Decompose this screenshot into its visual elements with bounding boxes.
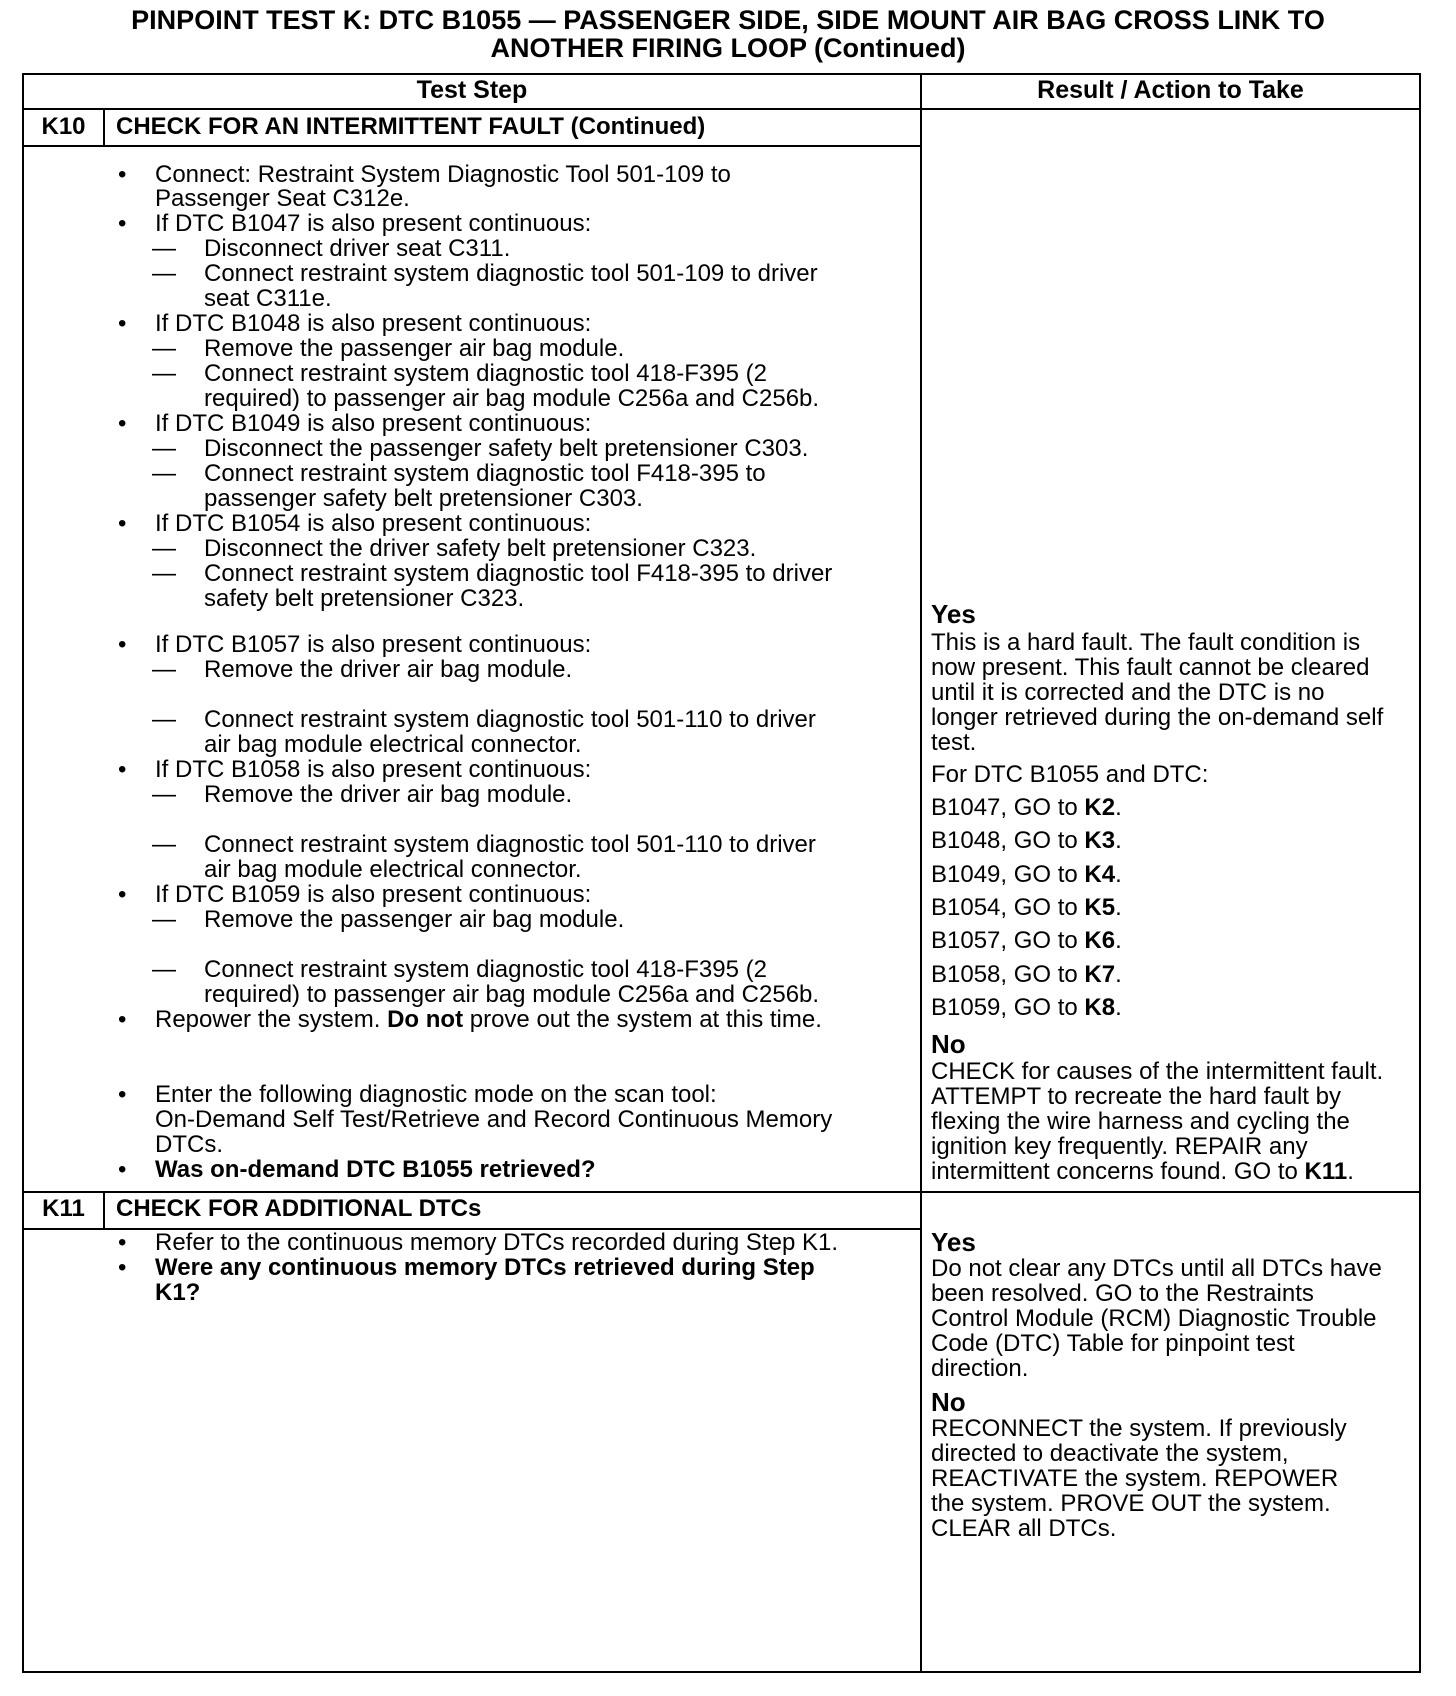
instruction-part: If DTC B1059 is also present continuous: — [155, 881, 592, 908]
bullet-glyph: • — [118, 1081, 127, 1108]
step-link: K3 — [1084, 827, 1116, 855]
dtc-code: B1048, GO to — [931, 827, 1085, 855]
bullet-glyph: • — [118, 161, 127, 188]
yes-action-text: This is a hard fault. The fault condition is — [931, 629, 1361, 656]
sub-instruction-text: Connect restraint system diagnostic tool 418-F395 (2 — [204, 360, 767, 387]
instruction-part: Connect: Restraint System Diagnostic Tool 501-109 to — [155, 161, 731, 188]
dash-glyph: — — [152, 335, 176, 362]
step-number-divider-k11 — [103, 1192, 105, 1228]
no-action-text: ATTEMPT to recreate the hard fault by — [931, 1083, 1341, 1110]
punct: . — [1115, 993, 1122, 1021]
punct: . — [1115, 860, 1122, 888]
bullet-glyph: • — [118, 1254, 127, 1281]
instruction-text: K1? — [155, 1279, 201, 1306]
instruction-text — [155, 757, 591, 782]
dash-glyph: — — [152, 706, 176, 733]
dash-glyph: — — [152, 906, 176, 933]
instruction-part: prove out the system at this time. — [463, 1006, 822, 1033]
instruction-part: If DTC B1057 is also present continuous: — [155, 631, 592, 658]
go-to-instruction — [931, 828, 1122, 853]
instruction-text — [155, 1082, 717, 1107]
dash-glyph: — — [152, 435, 176, 462]
yes-action-text: been resolved. GO to the Restraints — [931, 1280, 1314, 1307]
page-title — [0, 6, 1456, 62]
no-action-text: REACTIVATE the system. REPOWER — [931, 1465, 1339, 1492]
k11-step-number: K11 — [42, 1195, 85, 1222]
instruction-text — [155, 162, 731, 187]
instruction-part: Enter the following diagnostic mode on the scan tool: — [155, 1081, 717, 1108]
instruction-text — [155, 311, 591, 336]
sub-instruction-text: required) to passenger air bag module C256a and C256b. — [204, 981, 820, 1008]
yes-action-text: Control Module (RCM) Diagnostic Trouble — [931, 1305, 1377, 1332]
k10-step-number: K10 — [41, 113, 86, 140]
bullet-glyph: • — [118, 1006, 127, 1033]
instruction-text — [155, 1230, 838, 1255]
sub-instruction-text: Disconnect the passenger safety belt pretensioner C303. — [204, 435, 809, 462]
dtc-code: B1057, GO to — [931, 927, 1085, 955]
dash-glyph: — — [152, 535, 176, 562]
go-to-instruction — [931, 895, 1122, 920]
instruction-part: If DTC B1058 is also present continuous: — [155, 756, 592, 783]
no-action-text: directed to deactivate the system, — [931, 1440, 1289, 1467]
instruction-text — [155, 1007, 822, 1032]
instruction-part: Was on-demand DTC B1055 retrieved? — [155, 1156, 596, 1183]
sub-instruction-text: Disconnect driver seat C311. — [204, 235, 511, 262]
yes-action-text: until it is corrected and the DTC is no — [931, 679, 1325, 706]
sub-instruction-text: air bag module electrical connector. — [204, 731, 582, 758]
dash-glyph: — — [152, 956, 176, 983]
step-link: K5 — [1084, 893, 1116, 921]
no-action-text — [931, 1159, 1421, 1184]
yes-heading: Yes — [931, 599, 976, 629]
punct: . — [1115, 794, 1122, 821]
step-link: K4 — [1084, 860, 1116, 888]
dash-glyph: — — [152, 235, 176, 262]
bullet-glyph: • — [118, 756, 127, 783]
dash-glyph: — — [152, 260, 176, 287]
go-to-instruction — [931, 795, 1122, 820]
instruction-text: Passenger Seat C312e. — [155, 185, 410, 212]
sub-instruction-text: Connect restraint system diagnostic tool 501-110 to driver — [204, 706, 816, 733]
dtc-code: B1054, GO to — [931, 893, 1085, 921]
yes-action-text: Code (DTC) Table for pinpoint test — [931, 1330, 1295, 1357]
sub-instruction-text: air bag module electrical connector. — [204, 856, 582, 883]
column-divider — [920, 73, 922, 1673]
punct: . — [1115, 827, 1122, 855]
yes-action-text: longer retrieved during the on-demand self — [931, 704, 1384, 731]
sub-instruction-text: Connect restraint system diagnostic tool 501-109 to driver — [204, 260, 818, 287]
instruction-text: DTCs. — [155, 1131, 223, 1158]
dtc-intro: For DTC B1055 and DTC: — [931, 761, 1209, 788]
sub-instruction-text: Remove the driver air bag module. — [204, 781, 573, 808]
yes-action-text: direction. — [931, 1355, 1029, 1382]
yes-heading: Yes — [931, 1227, 976, 1257]
k10-title-rule — [22, 145, 922, 147]
instruction-part: If DTC B1054 is also present continuous: — [155, 510, 592, 537]
step-link: K6 — [1084, 927, 1116, 955]
no-heading: No — [931, 1387, 966, 1417]
bullet-glyph: • — [118, 1156, 127, 1183]
dash-glyph: — — [152, 560, 176, 587]
dtc-code: B1047, GO to — [931, 794, 1085, 821]
instruction-part: If DTC B1048 is also present continuous: — [155, 310, 592, 337]
bullet-glyph: • — [118, 510, 127, 537]
sub-instruction-text: Remove the passenger air bag module. — [204, 335, 625, 362]
instruction-part: Refer to the continuous memory DTCs recorded during Step K1. — [155, 1229, 838, 1256]
no-action-text: RECONNECT the system. If previously — [931, 1415, 1347, 1442]
instruction-text — [155, 1157, 596, 1182]
yes-action-text: Do not clear any DTCs until all DTCs have — [931, 1255, 1382, 1282]
bullet-glyph: • — [118, 310, 127, 337]
dash-glyph: — — [152, 831, 176, 858]
dash-glyph: — — [152, 656, 176, 683]
no-action-text: CLEAR all DTCs. — [931, 1515, 1117, 1542]
go-to-instruction — [931, 962, 1122, 987]
dash-glyph: — — [152, 781, 176, 808]
no-last-part: intermittent concerns found. GO to — [931, 1158, 1305, 1185]
title-line-1: PINPOINT TEST K: DTC B1055 — PASSENGER SIDE, SIDE MOUNT AIR BAG CROSS LINK TO — [131, 5, 1325, 35]
k10-step-title: CHECK FOR AN INTERMITTENT FAULT (Continued) — [116, 113, 706, 140]
bullet-glyph: • — [118, 210, 127, 237]
punct: . — [1347, 1158, 1354, 1185]
sub-instruction-text: seat C311e. — [204, 285, 332, 312]
punct: . — [1115, 960, 1122, 988]
header-result: Result / Action to Take — [1037, 76, 1304, 104]
no-action-text: flexing the wire harness and cycling the — [931, 1108, 1350, 1135]
bullet-glyph: • — [118, 631, 127, 658]
go-to-instruction — [931, 862, 1122, 887]
step-link: K2 — [1084, 794, 1116, 821]
punct: . — [1115, 893, 1122, 921]
dash-glyph: — — [152, 360, 176, 387]
instruction-text — [155, 211, 591, 236]
header-test-step: Test Step — [416, 76, 528, 104]
no-heading: No — [931, 1029, 966, 1059]
instruction-part: If DTC B1047 is also present continuous: — [155, 210, 592, 237]
instruction-part: Repower the system. — [155, 1006, 388, 1033]
instruction-text — [155, 511, 591, 536]
no-action-text: the system. PROVE OUT the system. — [931, 1490, 1331, 1517]
step-number-divider-k10 — [103, 110, 105, 146]
bullet-glyph: • — [118, 1229, 127, 1256]
sub-instruction-text: Connect restraint system diagnostic tool F418-395 to — [204, 460, 766, 487]
step-link: K7 — [1084, 960, 1116, 988]
instruction-text — [155, 411, 591, 436]
no-action-text: ignition key frequently. REPAIR any — [931, 1133, 1308, 1160]
yes-action-text: now present. This fault cannot be cleared — [931, 654, 1370, 681]
dtc-code: B1059, GO to — [931, 993, 1085, 1021]
dash-glyph: — — [152, 460, 176, 487]
step-link: K11 — [1304, 1158, 1348, 1185]
instruction-emphasis: Do not — [387, 1006, 464, 1033]
no-action-text: CHECK for causes of the intermittent fault. — [931, 1058, 1384, 1085]
sub-instruction-text: Disconnect the driver safety belt pretensioner C323. — [204, 535, 757, 562]
instruction-part: Were any continuous memory DTCs retrieved during Step — [155, 1254, 815, 1281]
bullet-glyph: • — [118, 881, 127, 908]
k11-step-title: CHECK FOR ADDITIONAL DTCs — [116, 1195, 482, 1222]
dtc-code: B1058, GO to — [931, 960, 1085, 988]
sub-instruction-text: Remove the driver air bag module. — [204, 656, 573, 683]
sub-instruction-text: required) to passenger air bag module C256a and C256b. — [204, 385, 820, 412]
bullet-glyph: • — [118, 410, 127, 437]
sub-instruction-text: Connect restraint system diagnostic tool 418-F395 (2 — [204, 956, 767, 983]
sub-instruction-text: Connect restraint system diagnostic tool 501-110 to driver — [204, 831, 816, 858]
instruction-text — [155, 1255, 815, 1280]
dtc-code: B1049, GO to — [931, 860, 1085, 888]
sub-instruction-text: Remove the passenger air bag module. — [204, 906, 625, 933]
sub-instruction-text: Connect restraint system diagnostic tool F418-395 to driver — [204, 560, 833, 587]
go-to-instruction — [931, 995, 1122, 1020]
title-line-2: ANOTHER FIRING LOOP (Continued) — [490, 33, 966, 63]
instruction-text: On-Demand Self Test/Retrieve and Record Continuous Memory — [155, 1106, 833, 1133]
yes-action-text: test. — [931, 729, 977, 756]
sub-instruction-text: passenger safety belt pretensioner C303. — [204, 485, 643, 512]
sub-instruction-text: safety belt pretensioner C323. — [204, 585, 525, 612]
step-link: K8 — [1084, 993, 1116, 1021]
go-to-instruction — [931, 928, 1122, 953]
instruction-text — [155, 882, 591, 907]
instruction-text — [155, 632, 591, 657]
punct: . — [1115, 927, 1122, 955]
instruction-part: If DTC B1049 is also present continuous: — [155, 410, 592, 437]
